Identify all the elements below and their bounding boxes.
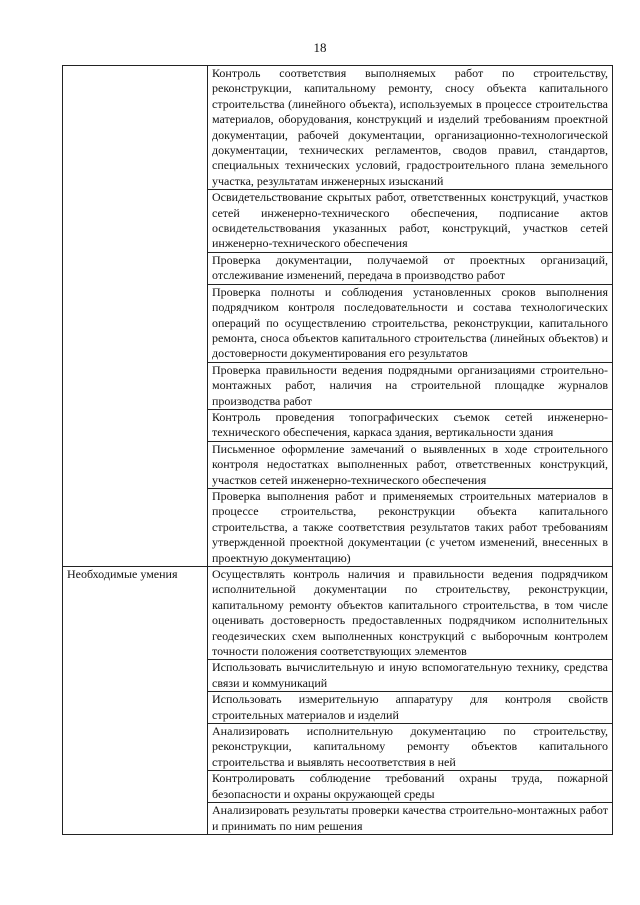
skill-cell	[208, 771, 613, 803]
labor-action-cell	[208, 190, 613, 253]
labor-action-cell	[208, 488, 613, 566]
cell-text: Анализировать исполнительную документацию по строительству, реконструкции, капитальному ремонту объектов капитального строительства и выявлять несоответствия в ней	[212, 724, 608, 769]
cell-text: Проверка полноты и соблюдения установленных сроков выполнения подрядчиком контроля последовательности и состава технологических операций по осуществлению строительства, реконструкции, капитального ремонта, сноса объектов капитального строительства (линейных объектов) и достоверности документирования его результатов	[212, 284, 608, 361]
cell-text: Использовать измерительную аппаратуру для контроля свойств строительных материалов и изделий	[212, 692, 608, 722]
skill-cell	[208, 660, 613, 692]
cell-text: Проверка документации, получаемой от проектных организаций, отслеживание изменений, передача в производство работ	[212, 252, 608, 283]
cell-text: Освидетельствование скрытых работ, ответственных конструкций, участков сетей инженерно-технического обеспечения, подписание актов освидетельствования указанных работ, конструкций, участков сетей инженерно-технического обеспечения	[212, 190, 608, 251]
cell-text: Осуществлять контроль наличия и правильности ведения подрядчиком исполнительной документации по строительству, реконструкции, капитальному ремонту объектов капитального строительства, в том числе оценивать достоверность предоставленных подрядчиком исполнительных геодезических схем выполненных конструкций с выборочным контролем точности положения соответствующих элементов	[212, 567, 608, 659]
labor-action-cell	[208, 441, 613, 488]
cell-text: Контроль проведения топографических съемок сетей инженерно-технического обеспечения, каркаса здания, вертикальности здания	[212, 409, 608, 440]
skill-cell	[208, 567, 613, 660]
labor-action-cell	[208, 66, 613, 190]
cell-text: Анализировать результаты проверки качества строительно-монтажных работ и принимать по ним решения	[212, 803, 608, 833]
skill-cell	[208, 692, 613, 724]
labor-action-cell	[208, 252, 613, 284]
cell-text: Проверка выполнения работ и применяемых строительных материалов в процессе строительства, реконструкции объекта капитального строительства, а также соответствия результатов таких работ требованиям утвержденной проектной документации (с учетом изменений, внесенных в проектную документацию)	[212, 488, 608, 565]
cell-text: Контроль соответствия выполняемых работ по строительству, реконструкции, капитальному ремонту, сносу объекта капитального строительства (линейного объекта), используемых в процессе строительства материалов, оборудования, конструкций и изделий требованиям проектной документации, рабочей документации, организационно-технологической документации, технических регламентов, сводов правил, стандартов, специальных технических условий, градостроительного плана земельного участка, результатам инженерных изысканий	[212, 66, 608, 188]
cell-text: Контролировать соблюдение требований охраны труда, пожарной безопасности и охраны окружающей среды	[212, 771, 608, 801]
skill-cell	[208, 724, 613, 771]
skill-cell	[208, 803, 613, 835]
labor-action-cell	[208, 284, 613, 362]
cell-text: Использовать вычислительную и иную вспомогательную технику, средства связи и коммуникаций	[212, 660, 608, 690]
cell-text: Письменное оформление замечаний о выявленных в ходе строительного контроля недостатках выполненных работ, ответственных конструкций, участков сетей инженерно-технического обеспечения	[212, 441, 608, 487]
table-row	[63, 567, 613, 660]
competency-table	[62, 65, 613, 835]
cell-text: Проверка правильности ведения подрядными организациями строительно-монтажных работ, наличия на строительной площадке журналов производства работ	[212, 362, 608, 408]
page-number: 18	[313, 40, 327, 55]
table-row	[63, 66, 613, 190]
row-label-empty	[63, 66, 208, 567]
labor-action-cell	[208, 362, 613, 409]
row-label-required-skills: Необходимые умения	[63, 567, 208, 835]
labor-action-cell	[208, 409, 613, 441]
